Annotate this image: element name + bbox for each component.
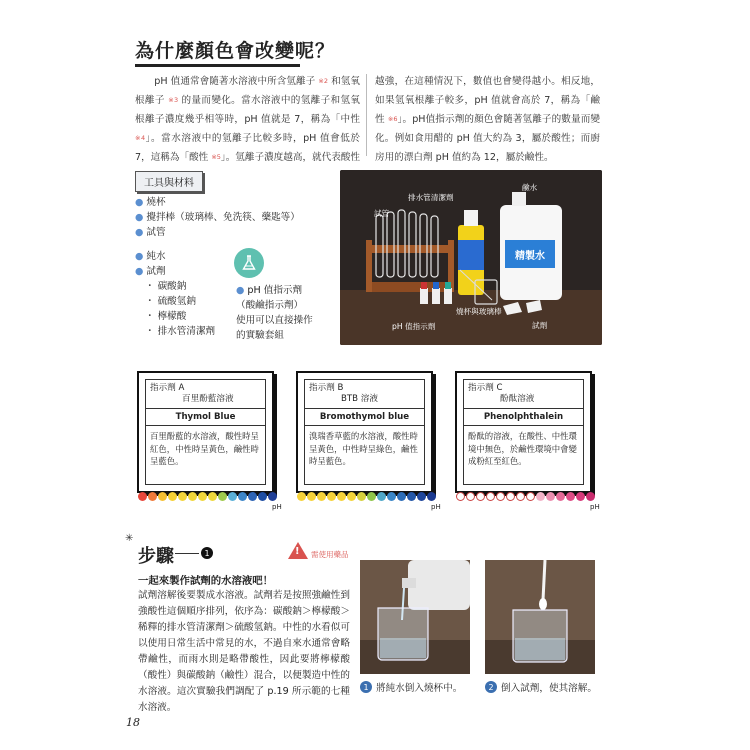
ph-scale-dot bbox=[387, 492, 396, 501]
indicator-english-name: Phenolphthalein bbox=[464, 408, 583, 426]
step-heading: 步驟 bbox=[138, 546, 174, 567]
ph-label: pH bbox=[272, 503, 282, 511]
ph-scale-dot bbox=[586, 492, 595, 501]
ph-scale-dot bbox=[297, 492, 306, 501]
ph-scale-dot bbox=[456, 492, 465, 501]
indicator-description: 酚酞的溶液，在酸性、中性環境中無色，於鹼性環境中會變成粉紅至紅色。 bbox=[468, 431, 577, 466]
ph-scale-dot bbox=[178, 492, 187, 501]
tools-item: ● 攪拌棒（玻璃棒、免洗筷、藥匙等） bbox=[135, 212, 300, 223]
ph-scale-b bbox=[297, 492, 436, 502]
caption-2: 2 倒入試劑，使其溶解。 bbox=[485, 680, 597, 694]
tools-item: ● 試劑 bbox=[135, 266, 166, 277]
ph-scale-dot bbox=[417, 492, 426, 501]
ph-scale-dot bbox=[188, 492, 197, 501]
label-reagent: 試劑 bbox=[532, 321, 548, 330]
ph-scale-dot bbox=[506, 492, 515, 501]
ph-scale-dot bbox=[516, 492, 525, 501]
label-beaker-rod: 燒杯與玻璃棒 bbox=[456, 307, 502, 316]
ph-scale-dot bbox=[208, 492, 217, 501]
caption-1: 1 將純水倒入燒杯中。 bbox=[360, 680, 462, 694]
step-number: 1 bbox=[201, 547, 213, 559]
bottle-label: 精製水 bbox=[515, 251, 545, 262]
page-number: 18 bbox=[126, 716, 140, 729]
reagent-item: ・ 排水管清潔劑 bbox=[145, 326, 216, 337]
reagent-item: ・ 檸檬酸 bbox=[145, 311, 187, 322]
reagent-item: ・ 碳酸鈉 bbox=[145, 281, 187, 292]
indicator-card-b: 指示劑 B BTB 溶液 Bromothymol blue 溴瑞香草藍的水溶液，酸性時呈黃色，中性時呈綠色，鹼性時呈藍色。 bbox=[296, 371, 433, 493]
ph-scale-dot bbox=[337, 492, 346, 501]
tools-item: ● 燒杯 bbox=[135, 197, 166, 208]
ph-scale-dot bbox=[367, 492, 376, 501]
step-subtitle: 一起來製作試劑的水溶液吧！ bbox=[138, 575, 274, 587]
sparkle-icon: ✳ bbox=[125, 533, 134, 544]
ph-scale-dot bbox=[168, 492, 177, 501]
ph-indicator-note: ● pH 值指示劑 （酸鹼指示劑） 使用可以直接操作 的實驗套組 bbox=[236, 285, 313, 341]
bullet-icon: ● bbox=[135, 251, 144, 262]
ph-scale-dot bbox=[377, 492, 386, 501]
intro-column-1: pH 值通常會隨著水溶液中所含氫離子 $^{※2}$ 和氫氧根離子 $^{※3}$ 的量而變化。當水溶液中的氫離子和氫氧根離子濃度幾乎相等時，pH 值就是 7，稱為「中性 $^{※4}$」。當水溶液中的氫離子比較多時，pH 值會低於 7，這稱為「酸性 $^{※5}$」。氫離子濃度越高，就代表酸性 bbox=[135, 76, 361, 163]
ph-scale-dot bbox=[427, 492, 436, 501]
ph-scale-dot bbox=[228, 492, 237, 501]
bullet-icon: ● bbox=[236, 285, 245, 296]
title-underline bbox=[135, 64, 300, 67]
ph-scale-dot bbox=[347, 492, 356, 501]
ph-scale-dot bbox=[546, 492, 555, 501]
indicator-description: 百里酚藍的水溶液，酸性時呈紅色，中性時呈黃色，鹼性時呈藍色。 bbox=[150, 431, 259, 466]
ph-scale-dot bbox=[357, 492, 366, 501]
ph-scale-dot bbox=[148, 492, 157, 501]
intro-column-2: 越強，在這種情況下，數值也會變得越小。相反地，如果氫氧根離子較多，pH 值就會高於 7，稱為「鹼性 $^{※6}$」。pH值指示劑的顏色會隨著氫離子的數量而變化。例如食用醋的 pH 值大約為 3，屬於酸性；而廚房用的漂白劑 pH 值約為 12，屬於鹼性。 bbox=[375, 76, 600, 163]
ph-scale-dot bbox=[317, 492, 326, 501]
indicator-card-a: 指示劑 A 百里酚藍溶液 Thymol Blue 百里酚藍的水溶液，酸性時呈紅色，中性時呈黃色，鹼性時呈藍色。 bbox=[137, 371, 274, 493]
ph-scale-dot bbox=[258, 492, 267, 501]
ph-scale-dot bbox=[138, 492, 147, 501]
ph-scale-dot bbox=[198, 492, 207, 501]
ph-scale-dot bbox=[496, 492, 505, 501]
ph-label: pH bbox=[431, 503, 441, 511]
ph-scale-dot bbox=[556, 492, 565, 501]
page-title: 為什麼顏色會改變呢？ bbox=[135, 40, 336, 62]
indicator-english-name: Thymol Blue bbox=[146, 408, 265, 426]
indicator-card-c: 指示劑 C 酚酞溶液 Phenolphthalein 酚酞的溶液，在酸性、中性環境中無色，於鹼性環境中會變成粉紅至紅色。 bbox=[455, 371, 592, 493]
ph-scale-dot bbox=[238, 492, 247, 501]
tools-item: ● 試管 bbox=[135, 227, 166, 238]
bullet-icon: ● bbox=[135, 266, 144, 277]
step-line bbox=[175, 553, 199, 554]
ph-scale-dot bbox=[307, 492, 316, 501]
ph-scale-dot bbox=[397, 492, 406, 501]
step-photo-2 bbox=[485, 560, 595, 674]
bullet-icon: ● bbox=[135, 227, 144, 238]
bullet-icon: ● bbox=[135, 197, 144, 208]
label-alkali-water: 鹼水 bbox=[522, 183, 538, 192]
step-body: 試劑溶解後要製成水溶液。試劑若是按照強鹼性到強酸性這個順序排列，依序為：碳酸鈉＞檸檬酸＞稀釋的排水管清潔劑＞硫酸氫鈉。中性的水看似可以使用日常生活中常見的水，不過自來水通常會略帶鹼性，而雨水則是略帶酸性，因此要將檸檬酸（酸性）與碳酸鈉（鹼性）混合，以便製造中性的水溶液。這次實驗我們調配了 p.19 所示範的七種水溶液。 bbox=[138, 590, 350, 713]
step-photo-1 bbox=[360, 560, 470, 674]
materials-photo bbox=[340, 170, 602, 345]
ph-scale-dot bbox=[566, 492, 575, 501]
warning-text: 需使用藥品 bbox=[311, 550, 349, 559]
ph-label: pH bbox=[590, 503, 600, 511]
tools-item: ● 純水 bbox=[135, 251, 166, 262]
ph-scale-dot bbox=[536, 492, 545, 501]
ph-scale-dot bbox=[268, 492, 277, 501]
label-drain-cleaner: 排水管清潔劑 bbox=[408, 193, 454, 202]
ph-scale-dot bbox=[218, 492, 227, 501]
reagent-item: ・ 硫酸氫鈉 bbox=[145, 296, 196, 307]
indicator-description: 溴瑞香草藍的水溶液，酸性時呈黃色，中性時呈綠色，鹼性時呈藍色。 bbox=[309, 431, 418, 466]
ph-scale-dot bbox=[526, 492, 535, 501]
indicator-english-name: Bromothymol blue bbox=[305, 408, 424, 426]
ph-scale-dot bbox=[407, 492, 416, 501]
ph-scale-dot bbox=[476, 492, 485, 501]
ph-scale-dot bbox=[576, 492, 585, 501]
ph-scale-c bbox=[456, 492, 595, 502]
materials-illustration bbox=[340, 170, 602, 345]
label-test-tube: 試管 bbox=[374, 209, 390, 218]
flask-icon bbox=[234, 248, 264, 278]
ph-scale-dot bbox=[248, 492, 257, 501]
bullet-icon: ● bbox=[135, 212, 144, 223]
column-divider bbox=[366, 74, 367, 156]
tools-heading: 工具與材料 bbox=[135, 171, 203, 192]
ph-scale-a bbox=[138, 492, 277, 502]
label-ph-indicator: pH 值指示劑 bbox=[392, 322, 436, 331]
warning-exclamation: ! bbox=[295, 546, 300, 557]
ph-scale-dot bbox=[327, 492, 336, 501]
ph-scale-dot bbox=[466, 492, 475, 501]
ph-scale-dot bbox=[486, 492, 495, 501]
ph-scale-dot bbox=[158, 492, 167, 501]
